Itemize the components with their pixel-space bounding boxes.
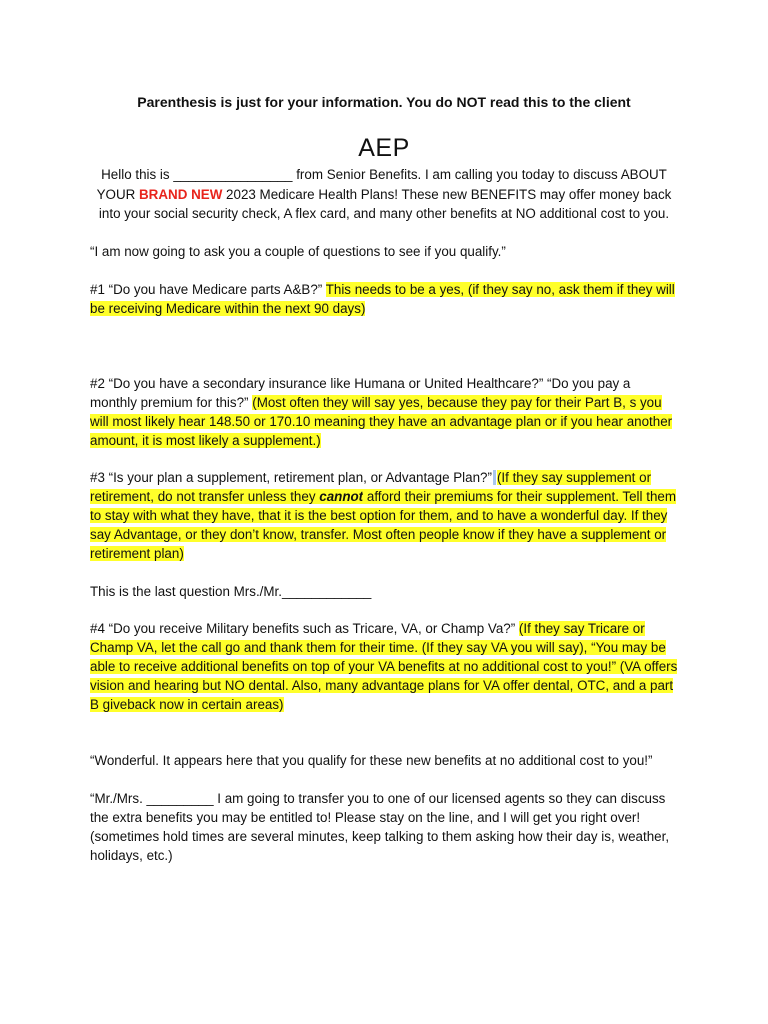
question-2-note: (Most often they will say yes, because they pay for their Part B, s you will most likely hear 148.50 or 170.10 meaning they have an advantage plan or if you hear another amount, it is most likely a supplement.) bbox=[90, 395, 673, 448]
question-2 bbox=[90, 374, 680, 450]
question-3 bbox=[90, 468, 680, 563]
question-3-cannot: cannot bbox=[319, 489, 364, 504]
question-4 bbox=[90, 619, 680, 714]
question-3-note-b: afford their premiums for their supplement. Tell them to stay with what they have, that it is the best option for them, and to have a wonderful day. If they say Advantage, or they don’t know, transfer. Most often people know if they have a supplement or retirement plan) bbox=[90, 489, 676, 561]
header-note: Parenthesis is just for your information. You do NOT read this to the client bbox=[137, 94, 631, 110]
question-1-text: #1 “Do you have Medicare parts A&B?” bbox=[90, 282, 326, 297]
intro-text-1: Hello this is ________________ from Senior Benefits. I am calling you today to discuss ABOUT YOUR bbox=[96, 167, 667, 202]
question-3-text: #3 “Is your plan a supplement, retirement plan, or Advantage Plan?” bbox=[90, 470, 492, 485]
question-4-text: #4 “Do you receive Military benefits such as Tricare, VA, or Champ Va?” bbox=[90, 621, 519, 636]
intro-text-2: 2023 Medicare Health Plans! These new BENEFITS may offer money back into your social security check, A flex card, and many other benefits at NO additional cost to you. bbox=[98, 186, 672, 221]
question-3-note-a: (If they say supplement or retirement, do not transfer unless they bbox=[90, 470, 652, 504]
transfer-paragraph: “Mr./Mrs. _________ I am going to transfer you to one of our licensed agents so they can discuss the extra benefits you may be entitled to! Please stay on the line, and I will get you right over! (sometimes hold times are several minutes, keep talking to them asking how their day is, weather, holidays, etc.) bbox=[90, 791, 670, 863]
page-title: AEP bbox=[358, 134, 410, 162]
brand-new-emphasis: BRAND NEW bbox=[139, 186, 223, 202]
text-cursor bbox=[493, 470, 496, 485]
ask-line: “I am now going to ask you a couple of questions to see if you qualify.” bbox=[90, 244, 506, 259]
question-2-text: #2 “Do you have a secondary insurance like Humana or United Healthcare?” “Do you pay a monthly premium for this?” bbox=[90, 376, 631, 410]
question-1-note: This needs to be a yes, (if they say no, ask them if they will be receiving Medicare within the next 90 days) bbox=[90, 282, 675, 316]
last-question-line: This is the last question Mrs./Mr.____________ bbox=[90, 584, 372, 599]
question-1 bbox=[90, 280, 680, 318]
question-4-note: (If they say Tricare or Champ VA, let the call go and thank them for their time. (If they say VA you will say), “You may be able to receive additional benefits on top of your VA benefits at no additional cost to you!” (VA offers vision and hearing but NO dental. Also, many advantage plans for VA offer dental, OTC, and a part B giveback now in certain areas) bbox=[90, 621, 678, 712]
wonderful-line: “Wonderful. It appears here that you qualify for these new benefits at no additional cost to you!” bbox=[90, 753, 653, 768]
intro-paragraph bbox=[90, 165, 678, 224]
